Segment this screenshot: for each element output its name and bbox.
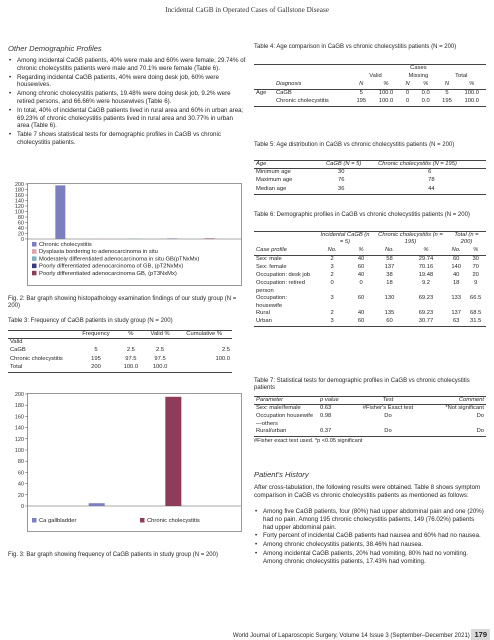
table3-cell: 195 — [91, 355, 101, 362]
table5-cell: 76 — [338, 177, 345, 184]
legend-swatch — [140, 518, 145, 523]
y-tick-label: 140 — [14, 425, 24, 432]
chart-frame — [28, 394, 242, 532]
legend-swatch — [32, 256, 37, 261]
table6-cell: 2 — [330, 255, 334, 262]
table7-cell: #Fisher's Exact test — [362, 405, 414, 412]
section-heading-demographic: Other Demographic Profiles — [8, 44, 102, 53]
table6-cell: Occupation: retired person — [256, 280, 305, 294]
table6-cell: 18 — [386, 280, 393, 287]
history-bullet-1: • Among five CaGB patients, four (80%) had upper abdominal pain and one (20%) had no pain. Among 195 chronic cholecystitis patients, 149 (76.02%) patients had upper abdominal pain. — [254, 508, 486, 531]
history-bullets — [254, 508, 486, 567]
y-tick-label: 200 — [14, 182, 24, 188]
table7-cell: 0.37 — [320, 428, 332, 435]
table3-cell: 5 — [94, 347, 98, 354]
history-bullet-4: • Among incidental CaGB patients, 20% had vomiting, 80% had no vomiting. Among chronic cholecystitis patients, 17.43% had vomiting. — [254, 550, 486, 566]
table6-cell: 58 — [386, 255, 393, 262]
table6-cell: 66.5 — [470, 295, 482, 302]
table6-cell: 63 — [452, 318, 460, 325]
y-tick-label: 80 — [17, 459, 24, 466]
legend-swatch — [32, 249, 37, 254]
table6-group-header: Chronic cholecystitis (n = 195) — [378, 232, 443, 246]
fig2-chart-container — [6, 180, 246, 300]
table6-cell: 38 — [386, 271, 393, 278]
table6-cell: 135 — [384, 310, 395, 316]
table5-cell: 6 — [428, 169, 432, 176]
table5-caption: Table 5: Age distribution in CaGB vs chronic cholecystitis patients (N = 200) — [254, 142, 455, 148]
table6-cell: 9.2 — [421, 280, 430, 287]
table6-cell: 20 — [472, 271, 479, 278]
table4-col-header: N — [359, 81, 364, 88]
page-footer — [170, 630, 490, 639]
table4-col-header: N — [444, 81, 450, 88]
table3-cell: 2.5 — [126, 347, 135, 354]
table5-cell: 44 — [428, 185, 435, 192]
table4-cell: Chronic cholecystitis — [276, 98, 329, 105]
table6-cell: 3 — [330, 295, 334, 302]
table6-cell: 70.16 — [418, 263, 434, 270]
table6-col-header: No. — [384, 246, 394, 253]
table3-cell: 2.5 — [221, 347, 230, 354]
table6-cell: 130 — [384, 295, 395, 302]
table4-col-header: Diagnosis — [276, 81, 302, 88]
table6-cell: 60 — [357, 295, 365, 302]
table3-cell: CaGB — [10, 347, 26, 354]
legend-label: Poorly differentiated adenocarcinoma of GB, (pT2NxMx) — [39, 263, 184, 270]
table4-col-header: % — [383, 81, 389, 88]
table4-cell: 5 — [445, 90, 449, 97]
legend-label: Ca gallbladder — [39, 518, 77, 524]
table6-cell: 60 — [357, 318, 365, 325]
y-tick-label: 60 — [17, 470, 24, 477]
table5-cell: 78 — [428, 177, 435, 184]
y-tick-label: 0 — [20, 237, 24, 243]
section-heading-history: Patient's History — [254, 470, 309, 479]
table5-header: Age — [256, 161, 267, 167]
table6-cell: 30.77 — [418, 318, 434, 325]
demographic-bullets — [8, 57, 246, 148]
fig3-caption: Fig. 3: Bar graph showing frequency of CaGB patients in study group (N = 200) — [8, 552, 218, 558]
table3 — [8, 330, 232, 373]
table6-group-header: Incidental CaGB (n = 5) — [320, 232, 370, 246]
table6-cell: 69.23 — [418, 310, 434, 316]
table6-cell: 0 — [330, 280, 334, 287]
table6-cell: 19.48 — [418, 271, 434, 278]
table6-cell: 40 — [357, 310, 365, 316]
table3-header-2: % — [128, 331, 134, 337]
table3-header-0 — [8, 331, 74, 339]
y-tick-label: 100 — [14, 209, 24, 216]
table4-col-header: % — [423, 81, 429, 88]
table3-cell: Total — [10, 364, 23, 371]
table6-col-header: No. — [327, 246, 337, 253]
table4 — [254, 64, 486, 107]
table7-footnote: #Fisher exact test used. *p <0.05 significant — [254, 437, 363, 444]
legend-label: Poorly differentiated adenocarcinoma GB, (pT3NxMx) — [39, 270, 177, 277]
table6-col-header: Case profile — [256, 246, 287, 253]
legend-label: Dysplasia bordering to adenocarcinoma in situ — [39, 249, 158, 256]
table5-cell: Minimum age — [256, 169, 291, 176]
table6-cell: 0 — [359, 280, 363, 287]
table6-cell: 137 — [451, 310, 461, 316]
table6-cell: 9 — [474, 280, 478, 287]
table6-cell: 69.23 — [418, 295, 434, 302]
legend-label: Moderately differentiated adenocarcinoma in situ GB(pTNxMx) — [39, 256, 200, 263]
table6-cell: Urban — [256, 318, 272, 325]
table5-cell: 36 — [338, 185, 345, 192]
table6-col-header: % — [358, 246, 364, 253]
table5-cell: Maximum age — [256, 177, 293, 184]
table6-cell: 3 — [330, 318, 334, 325]
table6-cell: Rural — [256, 310, 270, 316]
table7-cell: Do — [384, 428, 392, 435]
table7-cell: *Not significant — [445, 405, 484, 412]
table6 — [254, 231, 486, 327]
legend-swatch — [32, 518, 37, 523]
y-tick-label: 60 — [17, 220, 24, 227]
table6-cell: Occupation: housewife — [256, 295, 287, 309]
table7-header: p value — [320, 397, 339, 403]
table4-group-header: Cases — [410, 65, 427, 71]
table7-cell: 0.63 — [320, 405, 332, 412]
table6-cell: 60 — [452, 255, 460, 262]
table6-cell: 2 — [330, 310, 334, 316]
history-bullet-3: • Among chronic cholecystitis patients, 38.46% had nausea. — [254, 541, 486, 549]
table4-cell: 195 — [356, 98, 367, 105]
table6-cell: Sex: female — [256, 263, 287, 270]
table4-caption: Table 4: Age comparison in CaGB vs chronic cholecystitis patients (N = 200) — [254, 44, 457, 50]
legend-swatch — [32, 264, 37, 269]
table4-subheader: Total — [455, 72, 468, 79]
table6-cell: 31.5 — [470, 318, 482, 325]
table6-cell: 40 — [452, 271, 460, 278]
table4-cell: 100.0 — [378, 90, 394, 97]
table6-cell: 40 — [357, 255, 365, 262]
table3-header-1: Frequency — [82, 331, 110, 337]
bar — [165, 397, 181, 506]
table3-caption: Table 3: Frequency of CaGB patients in study group (N = 200) — [8, 318, 173, 324]
table3-cell: Chronic cholecystitis — [10, 355, 63, 362]
table5-header: CaGB (N = 5) — [326, 161, 362, 167]
bullet-1: • Among incidental CaGB patients, 40% were male and 60% were female; 29.74% of chronic cholecystitis patients were male and 70.1% were female (Table 6). — [8, 57, 246, 73]
y-tick-label: 140 — [14, 198, 24, 205]
table3-header-3: Valid % — [150, 331, 170, 337]
table6-cell: 18 — [452, 280, 460, 287]
table7-header: Comment — [458, 397, 484, 403]
history-bullet-2: • Forty percent of incidental CaGB patients had nausea and 60% had no nausea. — [254, 532, 486, 540]
table6-cell: 140 — [451, 263, 461, 270]
y-tick-label: 40 — [17, 481, 24, 488]
legend-swatch — [32, 242, 37, 247]
table4-cell: CaGB — [276, 90, 292, 97]
running-header: Incidental CaGB in Operated Cases of Gallstone Disease — [165, 6, 329, 14]
table5-header: Chronic cholecystitis (N = 195) — [378, 161, 457, 167]
table6-col-header: % — [473, 246, 479, 253]
bullet-2: • Regarding incidental CaGB patients, 40% were doing desk job, 60% were housewives. — [8, 74, 246, 90]
page-number: 179 — [471, 629, 490, 640]
bullet-5: • Table 7 shows statistical tests for demographic profiles in CaGB vs chronic cholecystitis patients. — [8, 131, 246, 147]
table6-cell: Sex: male — [256, 255, 282, 262]
table4-col-header: N — [405, 81, 410, 88]
table4-cell: 0 — [405, 98, 410, 105]
legend-label: Chronic cholecystitis — [147, 518, 200, 524]
y-tick-label: 20 — [17, 492, 24, 499]
table7-cell: Rural/urban — [256, 428, 287, 435]
table7-caption: Table 7: Statistical tests for demographic profiles in CaGB vs chronic cholecystitis patients — [254, 378, 470, 392]
table6-cell: 30 — [472, 255, 479, 262]
table4-row-label: Age — [256, 90, 267, 97]
table7 — [254, 396, 486, 445]
fig2-histopathology-chart — [6, 180, 246, 300]
journal-name: World Journal of Laparoscopic Surgery, Volume 14 Issue 3 (September–December 2021) — [232, 633, 470, 639]
table4-cell: 100.0 — [464, 98, 479, 105]
table6-cell: 2 — [330, 271, 334, 278]
table6-caption: Table 6: Demographic profiles in CaGB vs chronic cholecystitis patients (N = 200) — [254, 212, 470, 218]
legend-label: Chronic cholecystitis — [39, 242, 92, 248]
table4-col-header: % — [469, 81, 475, 88]
fig3-chart-container — [6, 390, 246, 540]
y-tick-label: 180 — [14, 403, 24, 410]
bar — [55, 185, 65, 239]
table4-cell: 0 — [405, 90, 410, 97]
table6-group-header: Total (n = 200) — [454, 232, 479, 246]
table6-cell: 60 — [386, 318, 393, 325]
y-tick-label: 20 — [17, 231, 24, 238]
y-tick-label: 120 — [14, 204, 24, 210]
bar — [205, 238, 215, 239]
fig3-frequency-chart — [6, 390, 246, 540]
table6-col-header: No. — [451, 246, 461, 253]
table6-cell: 70 — [472, 263, 479, 270]
table6-col-header: % — [423, 246, 429, 253]
y-tick-label: 160 — [14, 193, 24, 199]
table7-cell: Do — [384, 413, 392, 420]
table3-cell: 100.0 — [152, 364, 168, 371]
y-tick-label: 180 — [14, 187, 24, 194]
table7-header: Test — [382, 397, 394, 403]
table3-cell: 100.0 — [215, 355, 230, 362]
table3-cell: 2.5 — [156, 347, 165, 354]
history-intro: After cross-tabulation, the following results were obtained. Table 8 shows symptom comparison in CaGB vs chronic cholecystitis patients as mentioned as follows: — [254, 484, 481, 499]
table4-cell: 100.0 — [378, 98, 394, 105]
table7-cell: Do — [476, 428, 484, 435]
table7-cell: 0.98 — [320, 413, 332, 420]
table3-cell — [176, 364, 232, 372]
table4-cell: 0.0 — [421, 90, 430, 97]
y-tick-label: 200 — [14, 392, 24, 398]
table3-group-label: Valid — [10, 339, 23, 346]
fig2-caption: Fig. 2: Bar graph showing histopathology examination findings of our study group (N = 200) — [8, 296, 237, 310]
table6-cell: 133 — [451, 295, 461, 302]
table5 — [254, 160, 486, 195]
y-tick-label: 160 — [14, 414, 24, 421]
table3-cell: 200 — [91, 364, 101, 371]
table5-cell: Median age — [256, 185, 287, 192]
table4-cell: 0.0 — [421, 98, 430, 105]
table3-cell: 100.0 — [123, 364, 139, 371]
table7-cell: Sex: male/female — [256, 405, 301, 412]
y-tick-label: 80 — [17, 215, 24, 221]
table6-cell: 68.5 — [470, 310, 482, 316]
table3-cell: 97.5 — [125, 355, 137, 362]
table3-header-4: Cumulative % — [186, 331, 223, 337]
legend-swatch — [32, 271, 37, 276]
table7-cell: Occupation housewife—others — [256, 413, 314, 427]
table4-cell: 195 — [442, 98, 452, 105]
table6-cell: 3 — [330, 263, 334, 270]
table6-cell: 137 — [384, 263, 395, 270]
table4-cell: 100.0 — [464, 90, 479, 97]
y-tick-label: 0 — [20, 504, 24, 510]
y-tick-label: 100 — [14, 448, 24, 454]
bullet-4: • In total, 40% of incidental CaGB patients lived in rural area and 60% in urban area; 69.23% of chronic cholecystitis patients lived in rural area and 30.77% in urban area (Table 6). — [8, 107, 246, 130]
y-tick-label: 40 — [17, 226, 24, 232]
table7-header: Parameter — [256, 397, 284, 403]
bullet-3: • Among chronic cholecystitis patients, 19.48% were doing desk job, 9.2% were retired persons, and 66.66% were housewives (Table 6). — [8, 90, 246, 106]
y-tick-label: 120 — [14, 436, 24, 443]
table7-cell: Do — [476, 413, 484, 420]
table5-cell: 30 — [338, 169, 345, 176]
table4-cell: 5 — [359, 90, 363, 97]
bar — [89, 503, 105, 506]
table4-subheader: Valid — [369, 72, 382, 79]
table4-subheader: Missing — [408, 72, 429, 79]
table6-cell: 40 — [357, 271, 365, 278]
table6-cell: 29.74 — [418, 255, 434, 262]
table6-cell: 60 — [357, 263, 365, 270]
table6-cell: Occupation: desk job — [256, 271, 311, 278]
table3-cell: 97.5 — [154, 355, 166, 362]
